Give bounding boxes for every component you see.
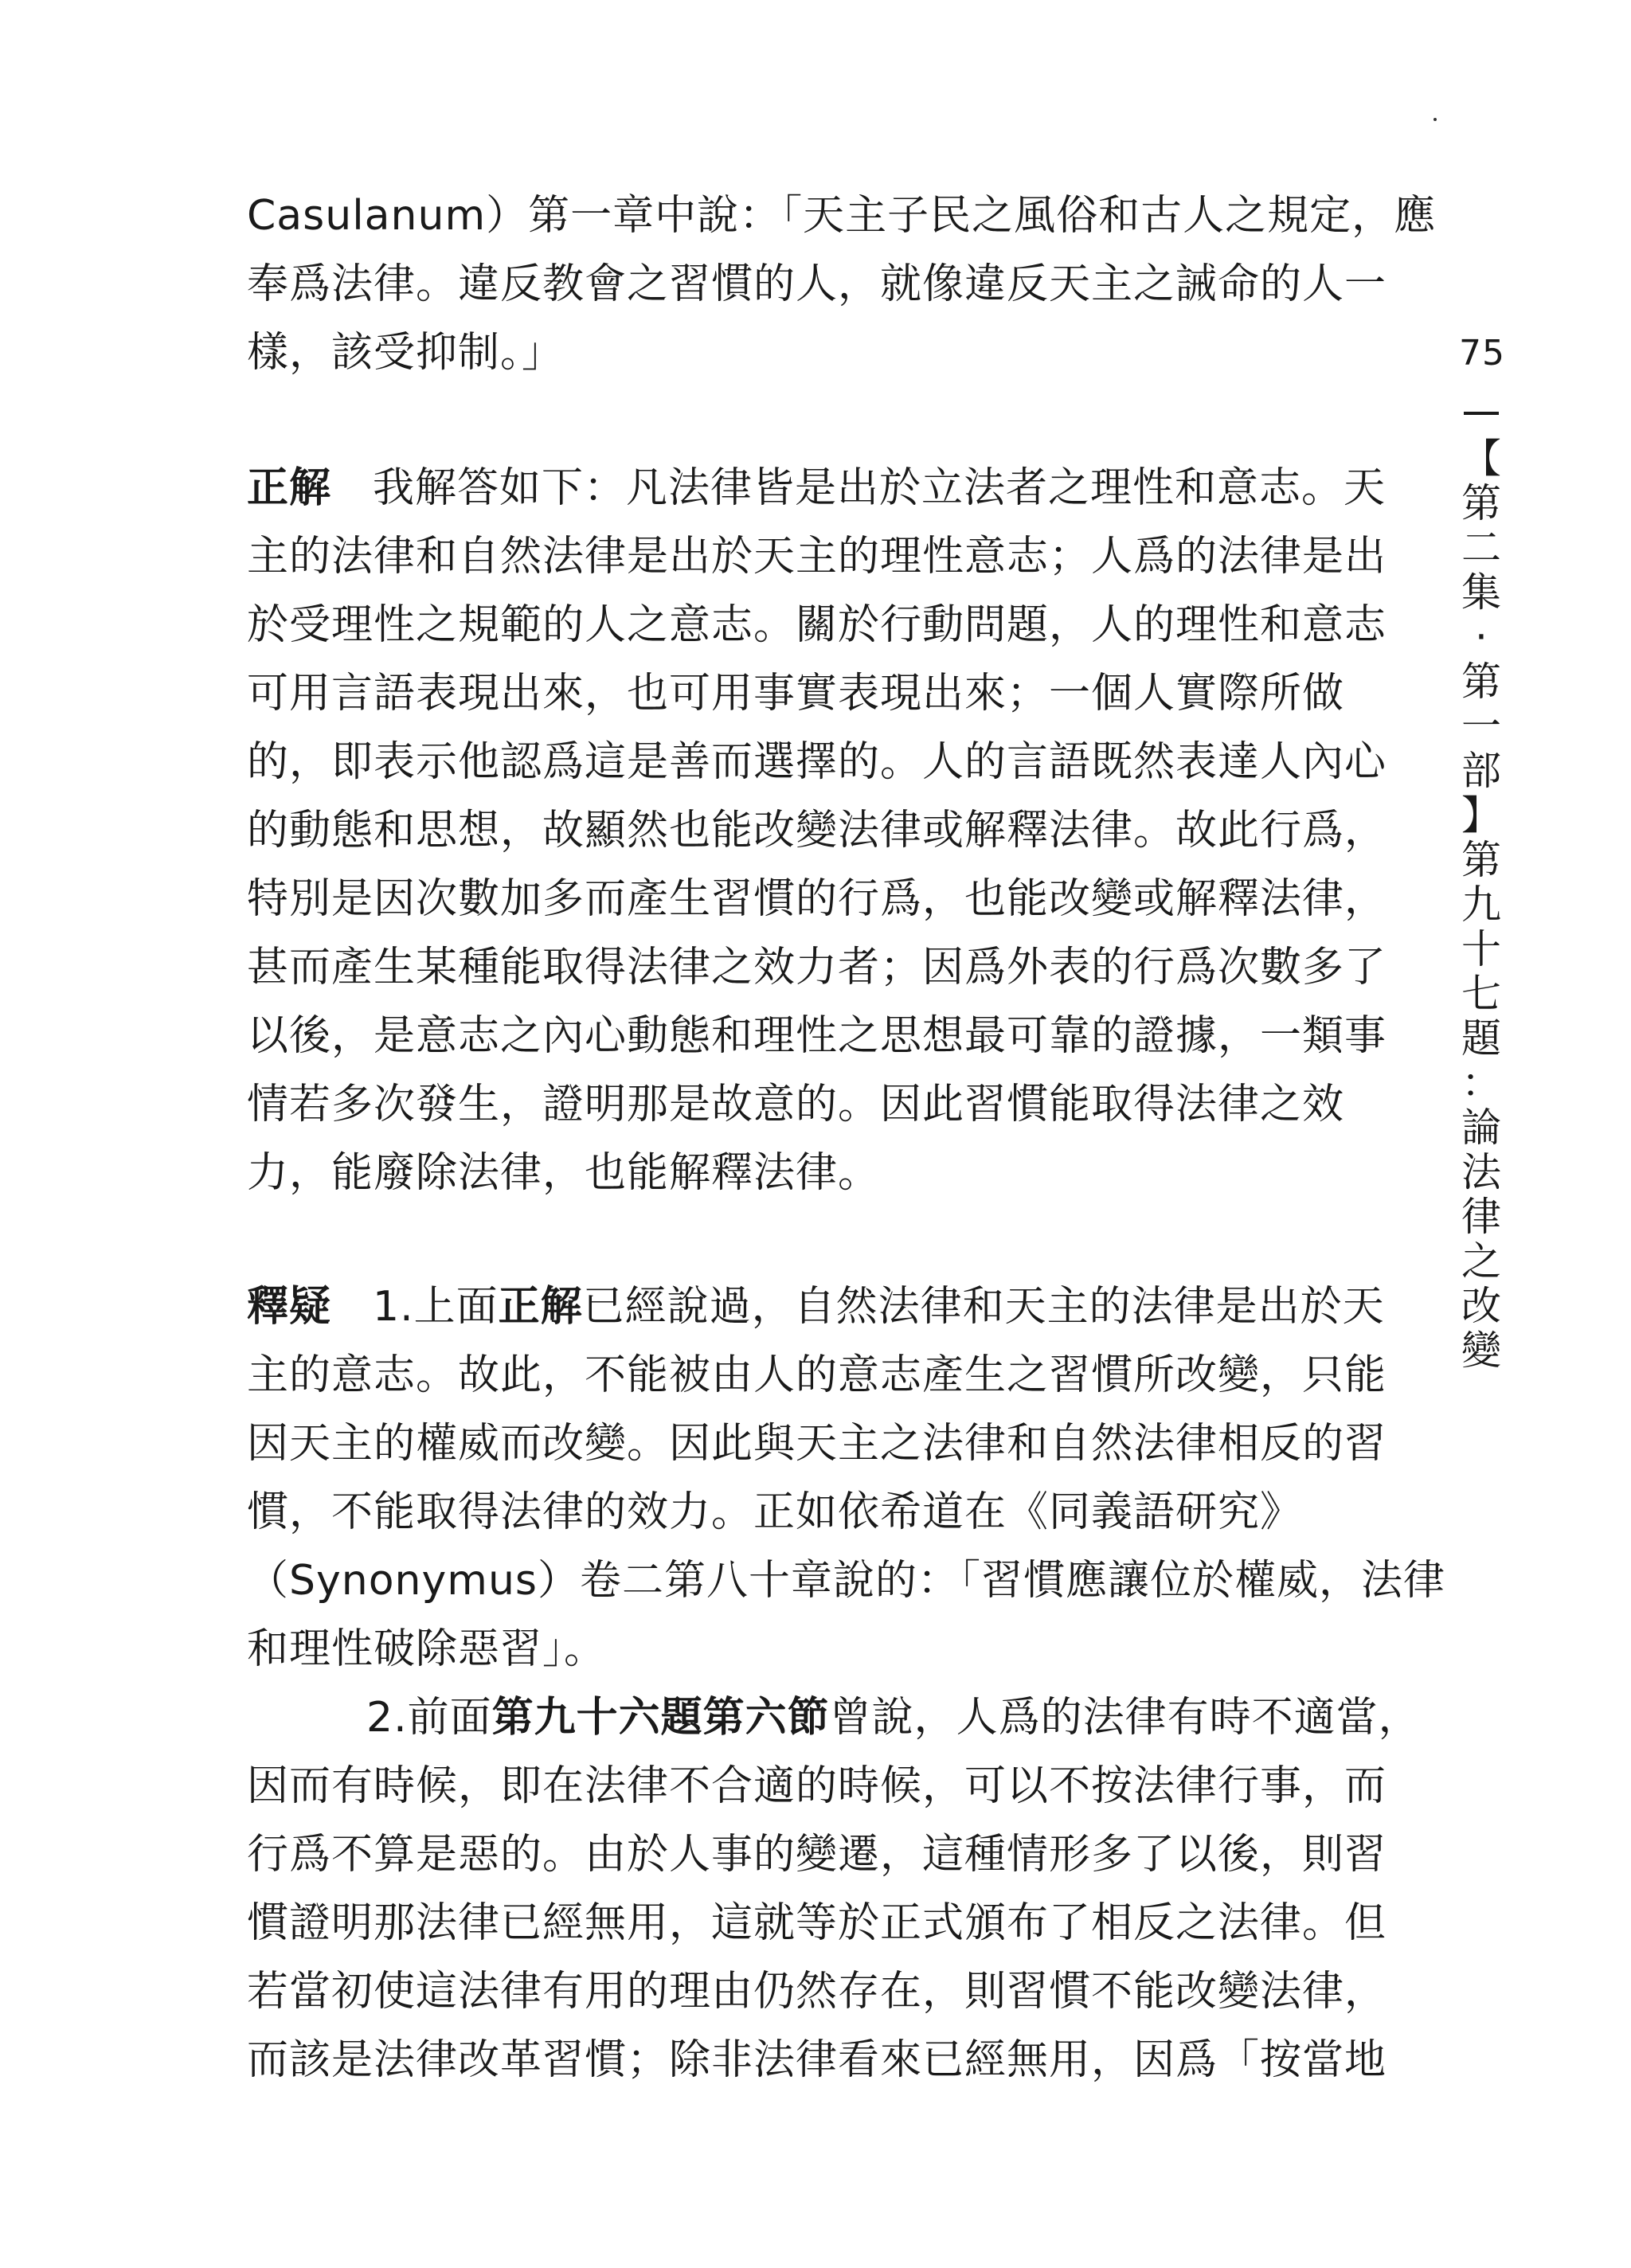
answer-label: 正解: [247, 464, 332, 512]
running-title-char: 十: [1461, 926, 1501, 972]
text-line: 慣，不能取得法律的效力。正如依希道在《同義語研究》: [247, 1488, 1303, 1536]
text-line: 的，即表示他認爲這是善而選擇的。人的言語既然表達人內心: [247, 738, 1387, 786]
running-title-char: 第: [1461, 659, 1501, 705]
text-line: 因而有時候，即在法律不合適的時候，可以不按法律行事，而: [247, 1762, 1387, 1810]
text-line: 行爲不算是惡的。由於人事的變遷，這種情形多了以後，則習: [247, 1831, 1387, 1879]
running-title-char: 集: [1461, 569, 1501, 616]
running-title-char: ：: [1461, 1060, 1501, 1106]
running-title-char: 七: [1461, 971, 1501, 1017]
page-number: 75: [1459, 333, 1505, 373]
text-line: （Synonymus）卷二第八十章說的：「習慣應讓位於權威，法律: [247, 1557, 1445, 1605]
running-title-char: 第: [1461, 837, 1501, 883]
text-line: 和理性破除惡習」。: [247, 1625, 607, 1673]
reply-2-paragraph: [247, 1683, 1421, 2094]
running-title-char: 法: [1461, 1149, 1501, 1195]
text-line: 若當初使這法律有用的理由仍然存在，則習慣不能改變法律，: [247, 1968, 1387, 2016]
running-title-char: 二: [1461, 525, 1501, 571]
text-line: 力，能廢除法律，也能解釋法律。: [247, 1149, 881, 1197]
running-title-char: 題: [1461, 1015, 1501, 1062]
running-title-char: 變: [1461, 1328, 1501, 1374]
running-title-char: 部: [1461, 748, 1501, 794]
running-title: [1451, 436, 1512, 1373]
text-line: 而該是法律改革習慣；除非法律看來已經無用，因爲「按當地: [247, 2036, 1387, 2084]
text-line: 特別是因次數加多而產生習慣的行爲，也能改變或解釋法律，: [247, 875, 1387, 923]
scan-speck: [1433, 118, 1437, 121]
answer-paragraph: [247, 454, 1410, 1207]
reply-1-first-text: 已經說過，自然法律和天主的法律是出於天: [582, 1283, 1385, 1331]
paragraph-gap: [247, 387, 1410, 454]
running-title-char: 第: [1461, 480, 1501, 526]
text-line: 於受理性之規範的人之意志。關於行動問題，人的理性和意志: [247, 601, 1387, 649]
text-line: 樣，該受抑制。」: [247, 329, 565, 377]
running-title-char: 【: [1461, 436, 1501, 482]
text-line: 主的法律和自然法律是出於天主的理性意志；人爲的法律是出: [247, 533, 1387, 581]
reply-2-first-text: 曾說，人爲的法律有時不適當，: [829, 1694, 1421, 1742]
intro-paragraph: [247, 182, 1437, 387]
running-title-char: 一: [1461, 703, 1501, 749]
running-title-char: 】: [1461, 792, 1501, 839]
paragraph-gap: [247, 1207, 1410, 1273]
answer-first-line: [247, 454, 1410, 522]
cross-reference: 第九十六題第六節: [491, 1694, 830, 1742]
cross-reference: 正解: [498, 1283, 583, 1331]
reply-2-first-line: [247, 1683, 1421, 1752]
text-line: 可用言語表現出來，也可用事實表現出來；一個人實際所做: [247, 670, 1345, 718]
reply-1-paragraph: [247, 1273, 1445, 1683]
reply-1-first-line: [247, 1273, 1410, 1341]
text-line: 情若多次發生，證明那是故意的。因此習慣能取得法律之效: [247, 1081, 1345, 1128]
text-line: 因天主的權威而改變。因此與天主之法律和自然法律相反的習: [247, 1420, 1387, 1468]
header-rule: [1464, 412, 1499, 415]
reply-2-prefix: 2.前面: [366, 1694, 492, 1742]
running-title-char: 九: [1461, 882, 1501, 928]
text-line: 以後，是意志之內心動態和理性之思想最可靠的證據，一類事: [247, 1012, 1387, 1060]
body-text: [247, 182, 1445, 2094]
answer-first-text: 我解答如下：凡法律皆是出於立法者之理性和意志。天: [373, 464, 1387, 512]
reply-1-prefix: 1.上面: [373, 1283, 499, 1331]
replies-label: 釋疑: [247, 1283, 332, 1331]
running-title-char: 律: [1461, 1194, 1501, 1240]
running-title-char: ·: [1475, 614, 1488, 660]
text-line: Casulanum）第一章中說：「天主子民之風俗和古人之規定，應: [247, 192, 1437, 240]
running-title-char: 之: [1461, 1238, 1501, 1285]
text-line: 的動態和思想，故顯然也能改變法律或解釋法律。故此行爲，: [247, 807, 1387, 854]
text-line: 甚而產生某種能取得法律之效力者；因爲外表的行爲次數多了: [247, 944, 1387, 991]
running-title-char: 改: [1461, 1283, 1501, 1329]
text-line: 慣證明那法律已經無用，這就等於正式頒布了相反之法律。但: [247, 1899, 1387, 1947]
text-line: 主的意志。故此，不能被由人的意志產生之習慣所改變，只能: [247, 1351, 1387, 1399]
running-title-char: 論: [1461, 1105, 1501, 1151]
text-line: 奉爲法律。違反教會之習慣的人，就像違反天主之誡命的人一: [247, 260, 1387, 308]
